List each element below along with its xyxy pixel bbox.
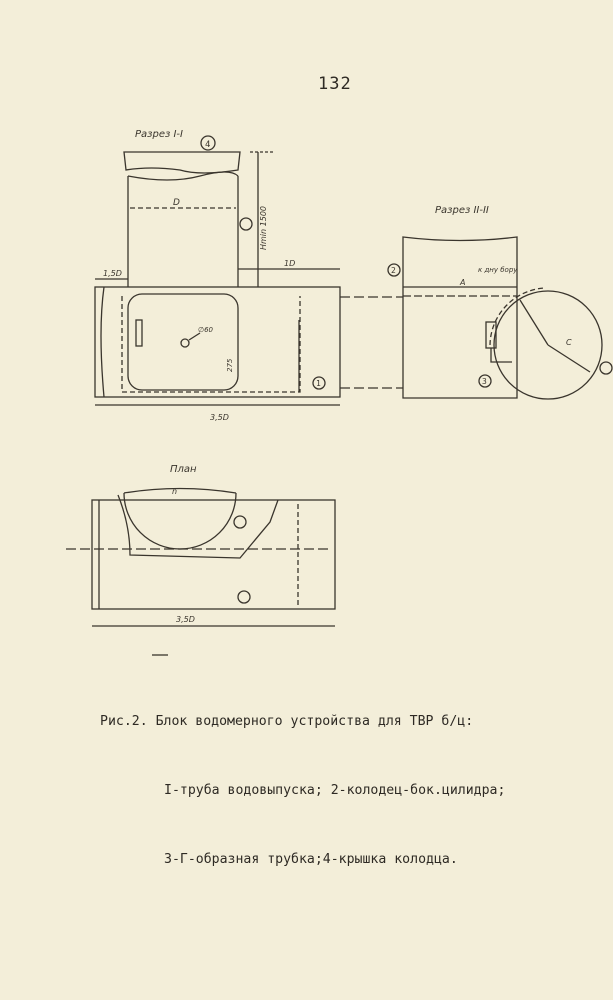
inner-chamber <box>128 294 238 390</box>
well-lid <box>124 152 240 173</box>
section-2-body <box>403 237 517 398</box>
height-dim-label: Hmin 1500 <box>259 205 268 250</box>
caption-line-2: I-труба водовыпуска; 2-колодец-бок.цилидра; <box>164 783 506 798</box>
upper-dim-label: 1D <box>284 259 296 268</box>
chamber-dashed <box>122 296 300 392</box>
callout-2: 2 <box>391 266 396 275</box>
callout-4: 4 <box>205 140 211 150</box>
callout-4b-circle <box>240 218 252 230</box>
section-2-label: Разрез II-II <box>435 205 489 216</box>
dim-a-label: A <box>460 278 466 287</box>
pipe-radius-2 <box>548 345 590 372</box>
pipe-radius-1 <box>520 300 548 345</box>
cylinder-body <box>128 176 238 287</box>
plan-width-label: 3,5D <box>176 615 195 624</box>
hole-label: ∅60 <box>198 326 214 334</box>
page-number: 132 <box>318 74 352 94</box>
hole-leader <box>189 333 200 340</box>
callout-plan-1-circle <box>238 591 250 603</box>
main-block <box>95 287 340 397</box>
hole-circle <box>181 339 189 347</box>
dim-c-label: C <box>566 338 572 347</box>
plan-label: План <box>170 464 197 475</box>
plan-n-label: n <box>172 487 178 496</box>
callout-3: 3 <box>482 377 487 386</box>
small-fitting <box>136 320 142 346</box>
plan-top-edge <box>124 489 236 494</box>
width-dim-label: 3,5D <box>210 413 229 422</box>
figure-caption <box>100 664 600 917</box>
bottom-mark-label: к дну бору <box>478 266 518 274</box>
callout-plan-2-circle <box>234 516 246 528</box>
cylinder-top-edge <box>128 172 238 180</box>
callout-1: 1 <box>316 379 321 388</box>
caption-line-3: 3-Г-образная трубка;4-крышка колодца. <box>164 852 458 867</box>
block-left-wall <box>101 287 104 397</box>
dim-275-label: 275 <box>226 358 234 372</box>
caption-line-1: Рис.2. Блок водомерного устройства для ТВР б/ц: <box>100 714 474 729</box>
diameter-label: D <box>173 198 180 208</box>
section-1-label: Разрез I-I <box>135 129 183 140</box>
offset-dim-label: 1,5D <box>103 269 122 278</box>
callout-1b-circle <box>600 362 612 374</box>
plan-semicircle <box>124 493 236 549</box>
